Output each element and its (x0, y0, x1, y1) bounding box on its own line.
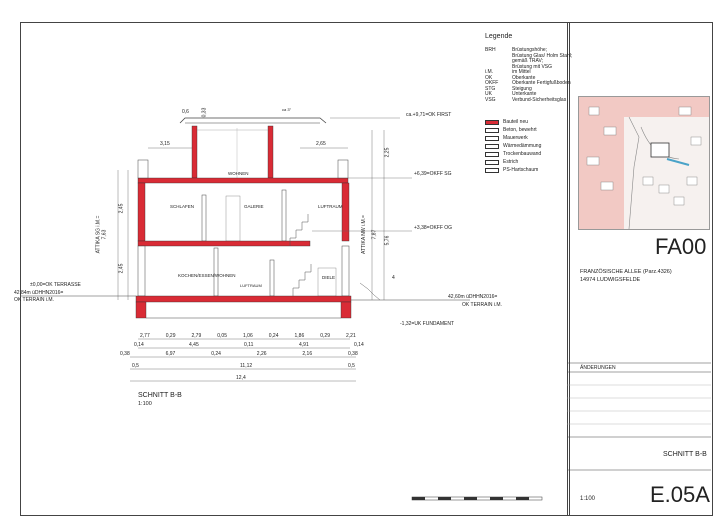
address-line-1: FRANZÖSISCHE ALLEE (Parz.4326) (580, 269, 672, 275)
room-luftraum-eg: LUFTRAUM (240, 283, 262, 288)
legend-desc-5: Unterkante (512, 91, 537, 97)
dim-row5-0: 12,4 (236, 375, 246, 381)
dim-row1-7: 0,29 (320, 333, 330, 339)
dim-row4-1: 11,12 (240, 363, 253, 369)
dim-row2-1: 4,45 (189, 342, 199, 348)
dim-row1-1: 0,29 (165, 333, 176, 339)
attika-right-value: 7,87 (371, 229, 378, 240)
attika-right-label: ATTIKA NW i.M.= (360, 215, 367, 254)
dim-row1-3: 0,05 (217, 333, 227, 339)
legend-material-3: Wärmedämmung (503, 143, 542, 149)
level-first: ca.+9,71=OK FIRST (406, 112, 452, 118)
sheet-title: SCHNITT B-B (663, 451, 707, 458)
slab-base (136, 296, 351, 302)
dim-row1-8: 2,21 (346, 333, 356, 339)
dim-row2-3: 4,91 (299, 342, 309, 348)
legend-desc-2: Oberkante (512, 74, 536, 81)
dim-245-upper: 2,45 (118, 203, 125, 214)
legend-desc-6: Verbund-Sicherheitsglas (512, 96, 567, 103)
scale-bar (412, 497, 542, 500)
dim-row2-2: 0,11 (244, 342, 254, 348)
stair-lower (293, 264, 311, 296)
dim-06: 0,6 (182, 109, 189, 115)
dim-row3-3: 2,26 (256, 351, 267, 357)
dim-row1-4: 1,06 (243, 333, 253, 339)
titleblock-scale: 1:100 (580, 496, 596, 502)
legend-abbr-5: UK (485, 91, 492, 97)
attika-left-label: ATTIKA SG i.M.= (95, 215, 102, 254)
legend-desc-0: Brüstung mit VSG (512, 63, 553, 70)
level-terrain-left-1: 42,84m üDHHN2016= (14, 290, 64, 296)
section-scale: 1:100 (138, 401, 152, 407)
room-wohnen: WOHNEN (228, 171, 249, 176)
legend-title: Legende (485, 33, 513, 40)
site-plan-map (578, 96, 710, 230)
legend-desc-3: Oberkante Fertigfußboden (512, 80, 571, 86)
sheet-number: E.05A (650, 482, 710, 507)
parcel-highlight (651, 143, 669, 157)
dim-4: 4 (392, 275, 395, 281)
dim-row3-0: 0,38 (120, 351, 130, 357)
legend-material-6: PS-Hartschaum (503, 167, 539, 173)
legend-material-4: Trockenbauwand (503, 151, 542, 157)
dim-row1-2: 2,79 (191, 333, 202, 339)
level-sg: +6,39=OKFF SG (414, 171, 452, 177)
dim-315: 3,15 (160, 141, 170, 147)
wall-og-left (138, 183, 145, 241)
dim-row1-6: 1,86 (294, 333, 305, 339)
attika-left-value: 7,63 (101, 229, 108, 240)
legend-desc-0: Brüstung Glas/ Holm Stahl; (512, 52, 573, 59)
legend-abbr-2: OK (485, 74, 493, 81)
legend-abbr-6: VSG (485, 96, 496, 103)
dim-row2-4: 0,14 (354, 342, 364, 348)
legend-material-1: Beton, bewehrt (503, 127, 537, 133)
legend-abbr-1: i.M. (485, 69, 494, 75)
legend-desc-1: im Mittel (512, 69, 531, 75)
dim-245-lower: 2,45 (118, 263, 125, 274)
legend-material-5: Estrich (503, 159, 519, 165)
room-kochen: KOCHEN/ESSEN/WOHNEN (178, 273, 236, 278)
dim-row3-5: 0,38 (348, 351, 358, 357)
dim-row4-2: 0,5 (348, 363, 355, 369)
level-fundament: -1,32=UK FUNDAMENT (400, 321, 455, 327)
slab-og (138, 241, 310, 246)
room-schlafen: SCHLAFEN (170, 204, 195, 209)
section-title: SCHNITT B-B (138, 392, 182, 399)
room-luftraum-og: LUFTRAUM (318, 204, 343, 209)
level-terrasse: ±0,00=OK TERRASSE (30, 282, 81, 288)
roof-slope: ca 3° (282, 107, 292, 112)
level-terrain-right-2: OK TERRAIN i.M. (462, 302, 502, 308)
dim-row3-1: 6,97 (165, 351, 176, 357)
wall-top-left (192, 126, 197, 178)
roof-outline (180, 118, 326, 123)
changes-label: ÄNDERUNGEN (580, 365, 616, 371)
dim-row2-0: 0,14 (134, 342, 144, 348)
legend-desc-0: Brüstungshöhe; (512, 47, 548, 53)
legend-abbr-3: OKFF (485, 80, 499, 86)
wall-og-right (342, 183, 349, 241)
legend-material-2: Mauerwerk (503, 135, 528, 141)
dim-row3-4: 2,16 (302, 351, 313, 357)
dim-265: 2,65 (316, 141, 326, 147)
dim-row1-5: 0,24 (268, 333, 279, 339)
level-terrain-left-2: OK TERRAIN i.M. (14, 297, 54, 303)
wall-top-right (268, 126, 273, 178)
legend-desc-0: gemäß TRAV; (512, 58, 544, 64)
level-terrain-right-1: 42,60m üDHHN2016= (448, 294, 498, 300)
dim-033: 0,33 (201, 107, 208, 118)
legend-abbr-4: STG (485, 85, 496, 92)
dim-row3-2: 0,24 (211, 351, 221, 357)
legend-desc-4: Steigung (512, 85, 532, 92)
level-og: +3,38=OKFF OG (414, 225, 453, 231)
dim-576: 5,76 (384, 235, 391, 246)
dim-row4-0: 0,5 (132, 363, 139, 369)
project-code: FA00 (655, 234, 707, 259)
slab-sg (138, 178, 348, 183)
dim-row1-0: 2,77 (140, 333, 150, 339)
legend-abbr-0: BRH (485, 47, 496, 53)
address-line-2: 14974 LUDWIGSFELDE (580, 277, 641, 283)
room-galerie: GALERIE (244, 204, 264, 209)
dim-225: 2,25 (384, 147, 391, 158)
room-diele: DIELE (322, 275, 336, 280)
legend-material-0: Bauteil neu (503, 119, 529, 125)
